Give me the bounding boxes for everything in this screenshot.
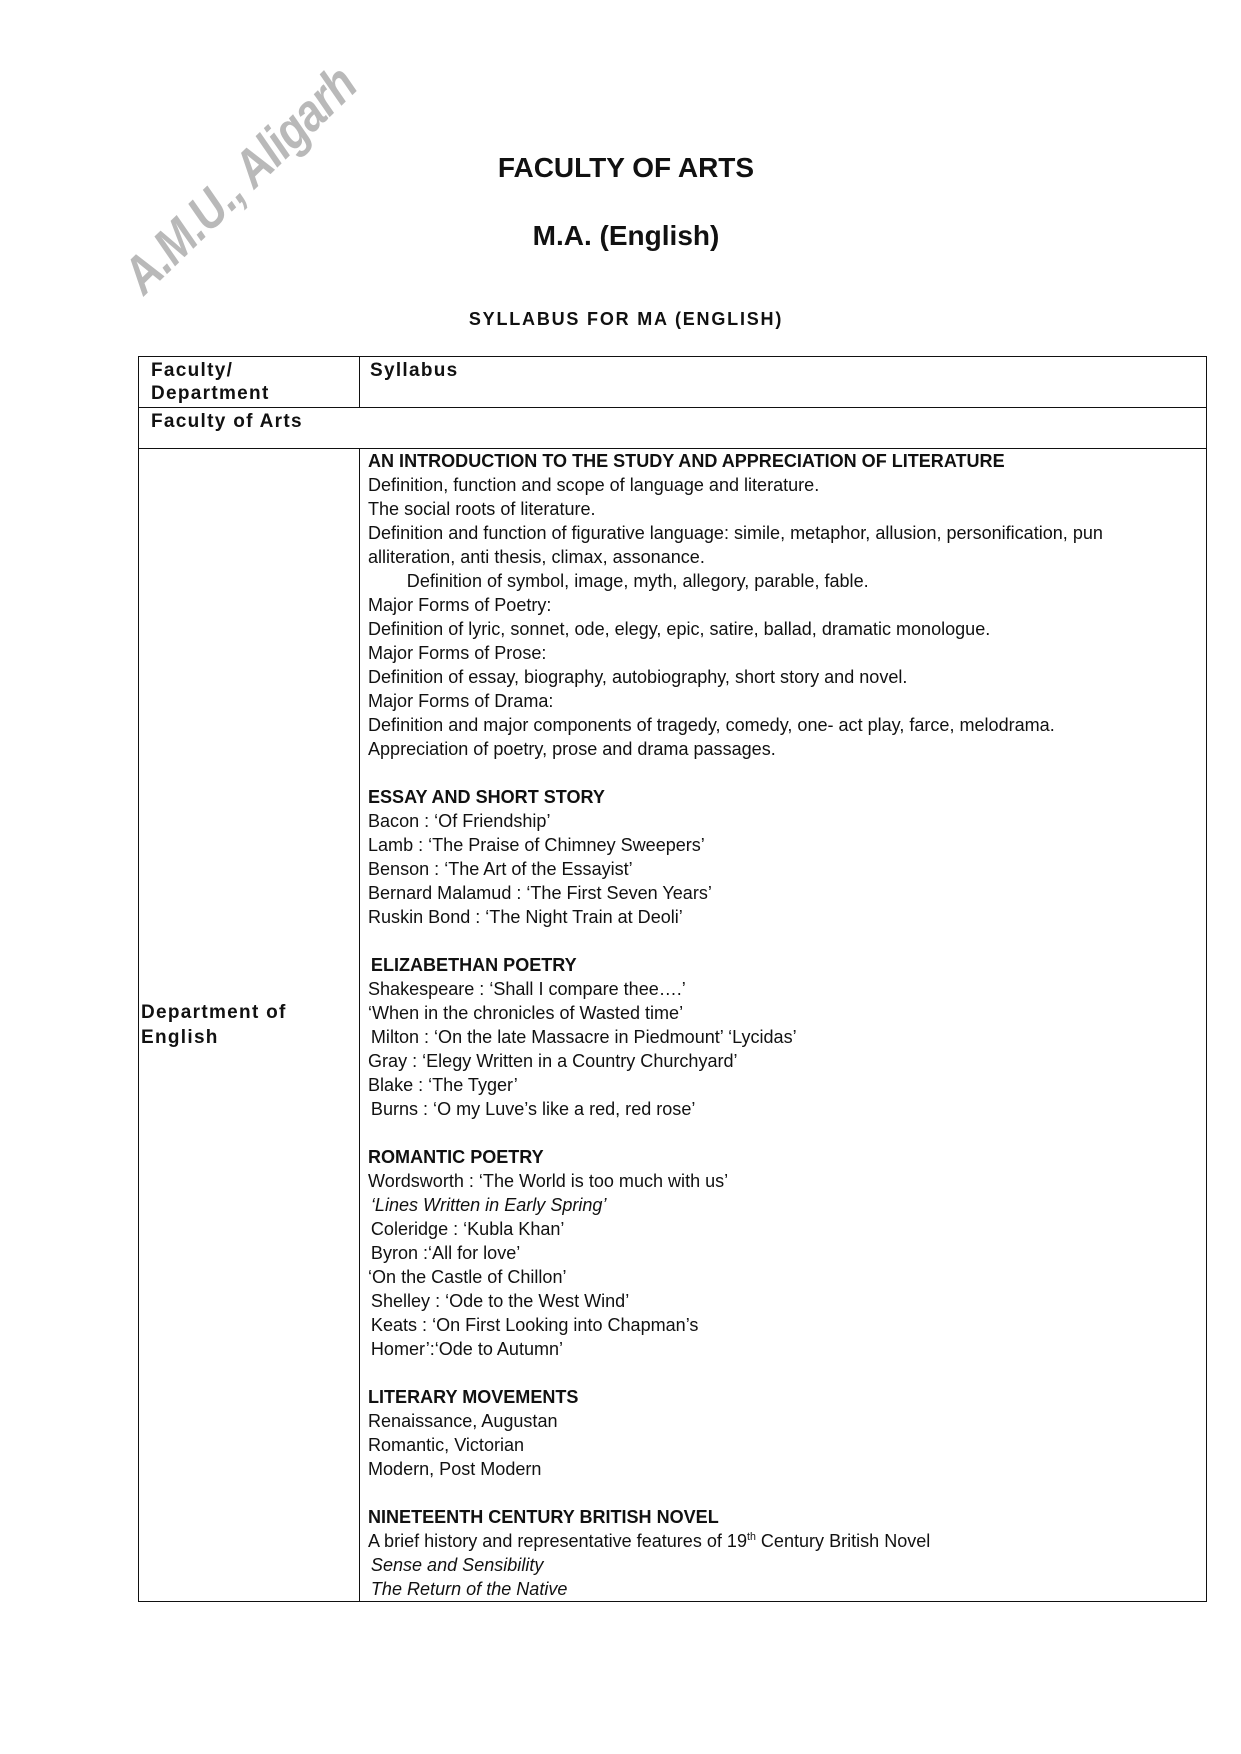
syllabus-section xyxy=(368,1145,1207,1361)
section-line: ‘Lines Written in Early Spring’ xyxy=(370,1194,607,1215)
header-faculty-department xyxy=(139,357,360,408)
faculty-name: Faculty of Arts xyxy=(139,408,1207,449)
section-line: Shelley : ‘Ode to the West Wind’ xyxy=(370,1290,630,1311)
section-line: Major Forms of Prose: xyxy=(368,642,547,663)
faculty-row xyxy=(139,408,1207,449)
section-line: Appreciation of poetry, prose and drama passages. xyxy=(368,738,776,759)
section-heading: LITERARY MOVEMENTS xyxy=(368,1386,579,1407)
section-line: Homer’:‘Ode to Autumn’ xyxy=(370,1338,564,1359)
section-heading: AN INTRODUCTION TO THE STUDY AND APPRECIATION OF LITERATURE xyxy=(368,450,1005,471)
section-heading: NINETEENTH CENTURY BRITISH NOVEL xyxy=(368,1506,719,1527)
section-line: Benson : ‘The Art of the Essayist’ xyxy=(368,858,633,879)
section-line xyxy=(368,1529,1207,1553)
spacer xyxy=(368,1361,1207,1385)
syllabus-section xyxy=(368,785,1207,929)
watermark: A.M.U., Aligarh xyxy=(111,54,369,306)
section-line: Milton : ‘On the late Massacre in Piedmount’ ‘Lycidas’ xyxy=(370,1026,797,1047)
section-line: alliteration, anti thesis, climax, assonance. xyxy=(368,546,705,567)
page-title: FACULTY OF ARTS xyxy=(497,152,755,183)
section-line: Definition and major components of tragedy, comedy, one- act play, farce, melodrama. xyxy=(368,714,1055,735)
section-line: The social roots of literature. xyxy=(368,498,596,519)
spacer xyxy=(368,1481,1207,1505)
syllabus-section xyxy=(368,449,1207,761)
syllabus-section xyxy=(368,953,1207,1121)
section-line: Definition and function of figurative language: simile, metaphor, allusion, personification, pun xyxy=(368,522,1103,543)
section-line: Modern, Post Modern xyxy=(368,1458,542,1479)
section-line: Coleridge : ‘Kubla Khan’ xyxy=(370,1218,565,1239)
syllabus-heading: SYLLABUS FOR MA (ENGLISH) xyxy=(468,309,784,329)
header-label: Department xyxy=(151,383,270,404)
section-heading: ROMANTIC POETRY xyxy=(368,1146,544,1167)
section-line: Bernard Malamud : ‘The First Seven Years’ xyxy=(368,882,712,903)
line-text: Century British Novel xyxy=(755,1530,931,1551)
department-name xyxy=(139,449,360,1602)
header-label: Faculty/ xyxy=(151,360,234,381)
section-line: Shakespeare : ‘Shall I compare thee….’ xyxy=(368,978,686,999)
section-line: Ruskin Bond : ‘The Night Train at Deoli’ xyxy=(368,906,683,927)
line-text: A brief history and representative features of 19 xyxy=(368,1530,747,1551)
department-label: Department of xyxy=(141,1002,287,1023)
section-line: Definition, function and scope of language and literature. xyxy=(368,474,820,495)
section-line: Definition of lyric, sonnet, ode, elegy, epic, satire, ballad, dramatic monologue. xyxy=(368,618,991,639)
section-line: Burns : ‘O my Luve’s like a red, red rose’ xyxy=(370,1098,696,1119)
section-line: ‘When in the chronicles of Wasted time’ xyxy=(368,1002,684,1023)
section-heading: ESSAY AND SHORT STORY xyxy=(368,786,605,807)
syllabus-table xyxy=(138,356,1207,1602)
section-line: Romantic, Victorian xyxy=(368,1434,525,1455)
section-line: Byron :‘All for love’ xyxy=(370,1242,521,1263)
section-line: Sense and Sensibility xyxy=(370,1554,544,1575)
spacer xyxy=(368,761,1207,785)
section-line: Blake : ‘The Tyger’ xyxy=(368,1074,518,1095)
syllabus-section xyxy=(368,1385,1207,1481)
section-line: Definition of symbol, image, myth, allegory, parable, fable. xyxy=(406,570,869,591)
spacer xyxy=(368,929,1207,953)
section-line: Definition of essay, biography, autobiography, short story and novel. xyxy=(368,666,908,687)
superscript: th xyxy=(746,1530,756,1543)
department-label: English xyxy=(141,1027,219,1048)
syllabus-section xyxy=(368,1505,1207,1601)
section-line: Bacon : ‘Of Friendship’ xyxy=(368,810,551,831)
syllabus-sections xyxy=(368,449,1207,1601)
page-subtitle: M.A. (English) xyxy=(532,220,720,251)
section-line: The Return of the Native xyxy=(370,1578,568,1599)
section-line: Gray : ‘Elegy Written in a Country Churchyard’ xyxy=(368,1050,738,1071)
syllabus-content xyxy=(360,449,1207,1602)
section-line: Keats : ‘On First Looking into Chapman’s xyxy=(370,1314,699,1335)
section-line: Major Forms of Drama: xyxy=(368,690,554,711)
header-syllabus: Syllabus xyxy=(360,357,1207,408)
section-line: Major Forms of Poetry: xyxy=(368,594,552,615)
table-header-row xyxy=(139,357,1207,408)
section-heading: ELIZABETHAN POETRY xyxy=(370,954,577,975)
section-line: Renaissance, Augustan xyxy=(368,1410,558,1431)
spacer xyxy=(368,1121,1207,1145)
section-line: Wordsworth : ‘The World is too much with us’ xyxy=(368,1170,729,1191)
section-line: Lamb : ‘The Praise of Chimney Sweepers’ xyxy=(368,834,705,855)
department-row xyxy=(139,449,1207,1602)
section-line: ‘On the Castle of Chillon’ xyxy=(368,1266,567,1287)
